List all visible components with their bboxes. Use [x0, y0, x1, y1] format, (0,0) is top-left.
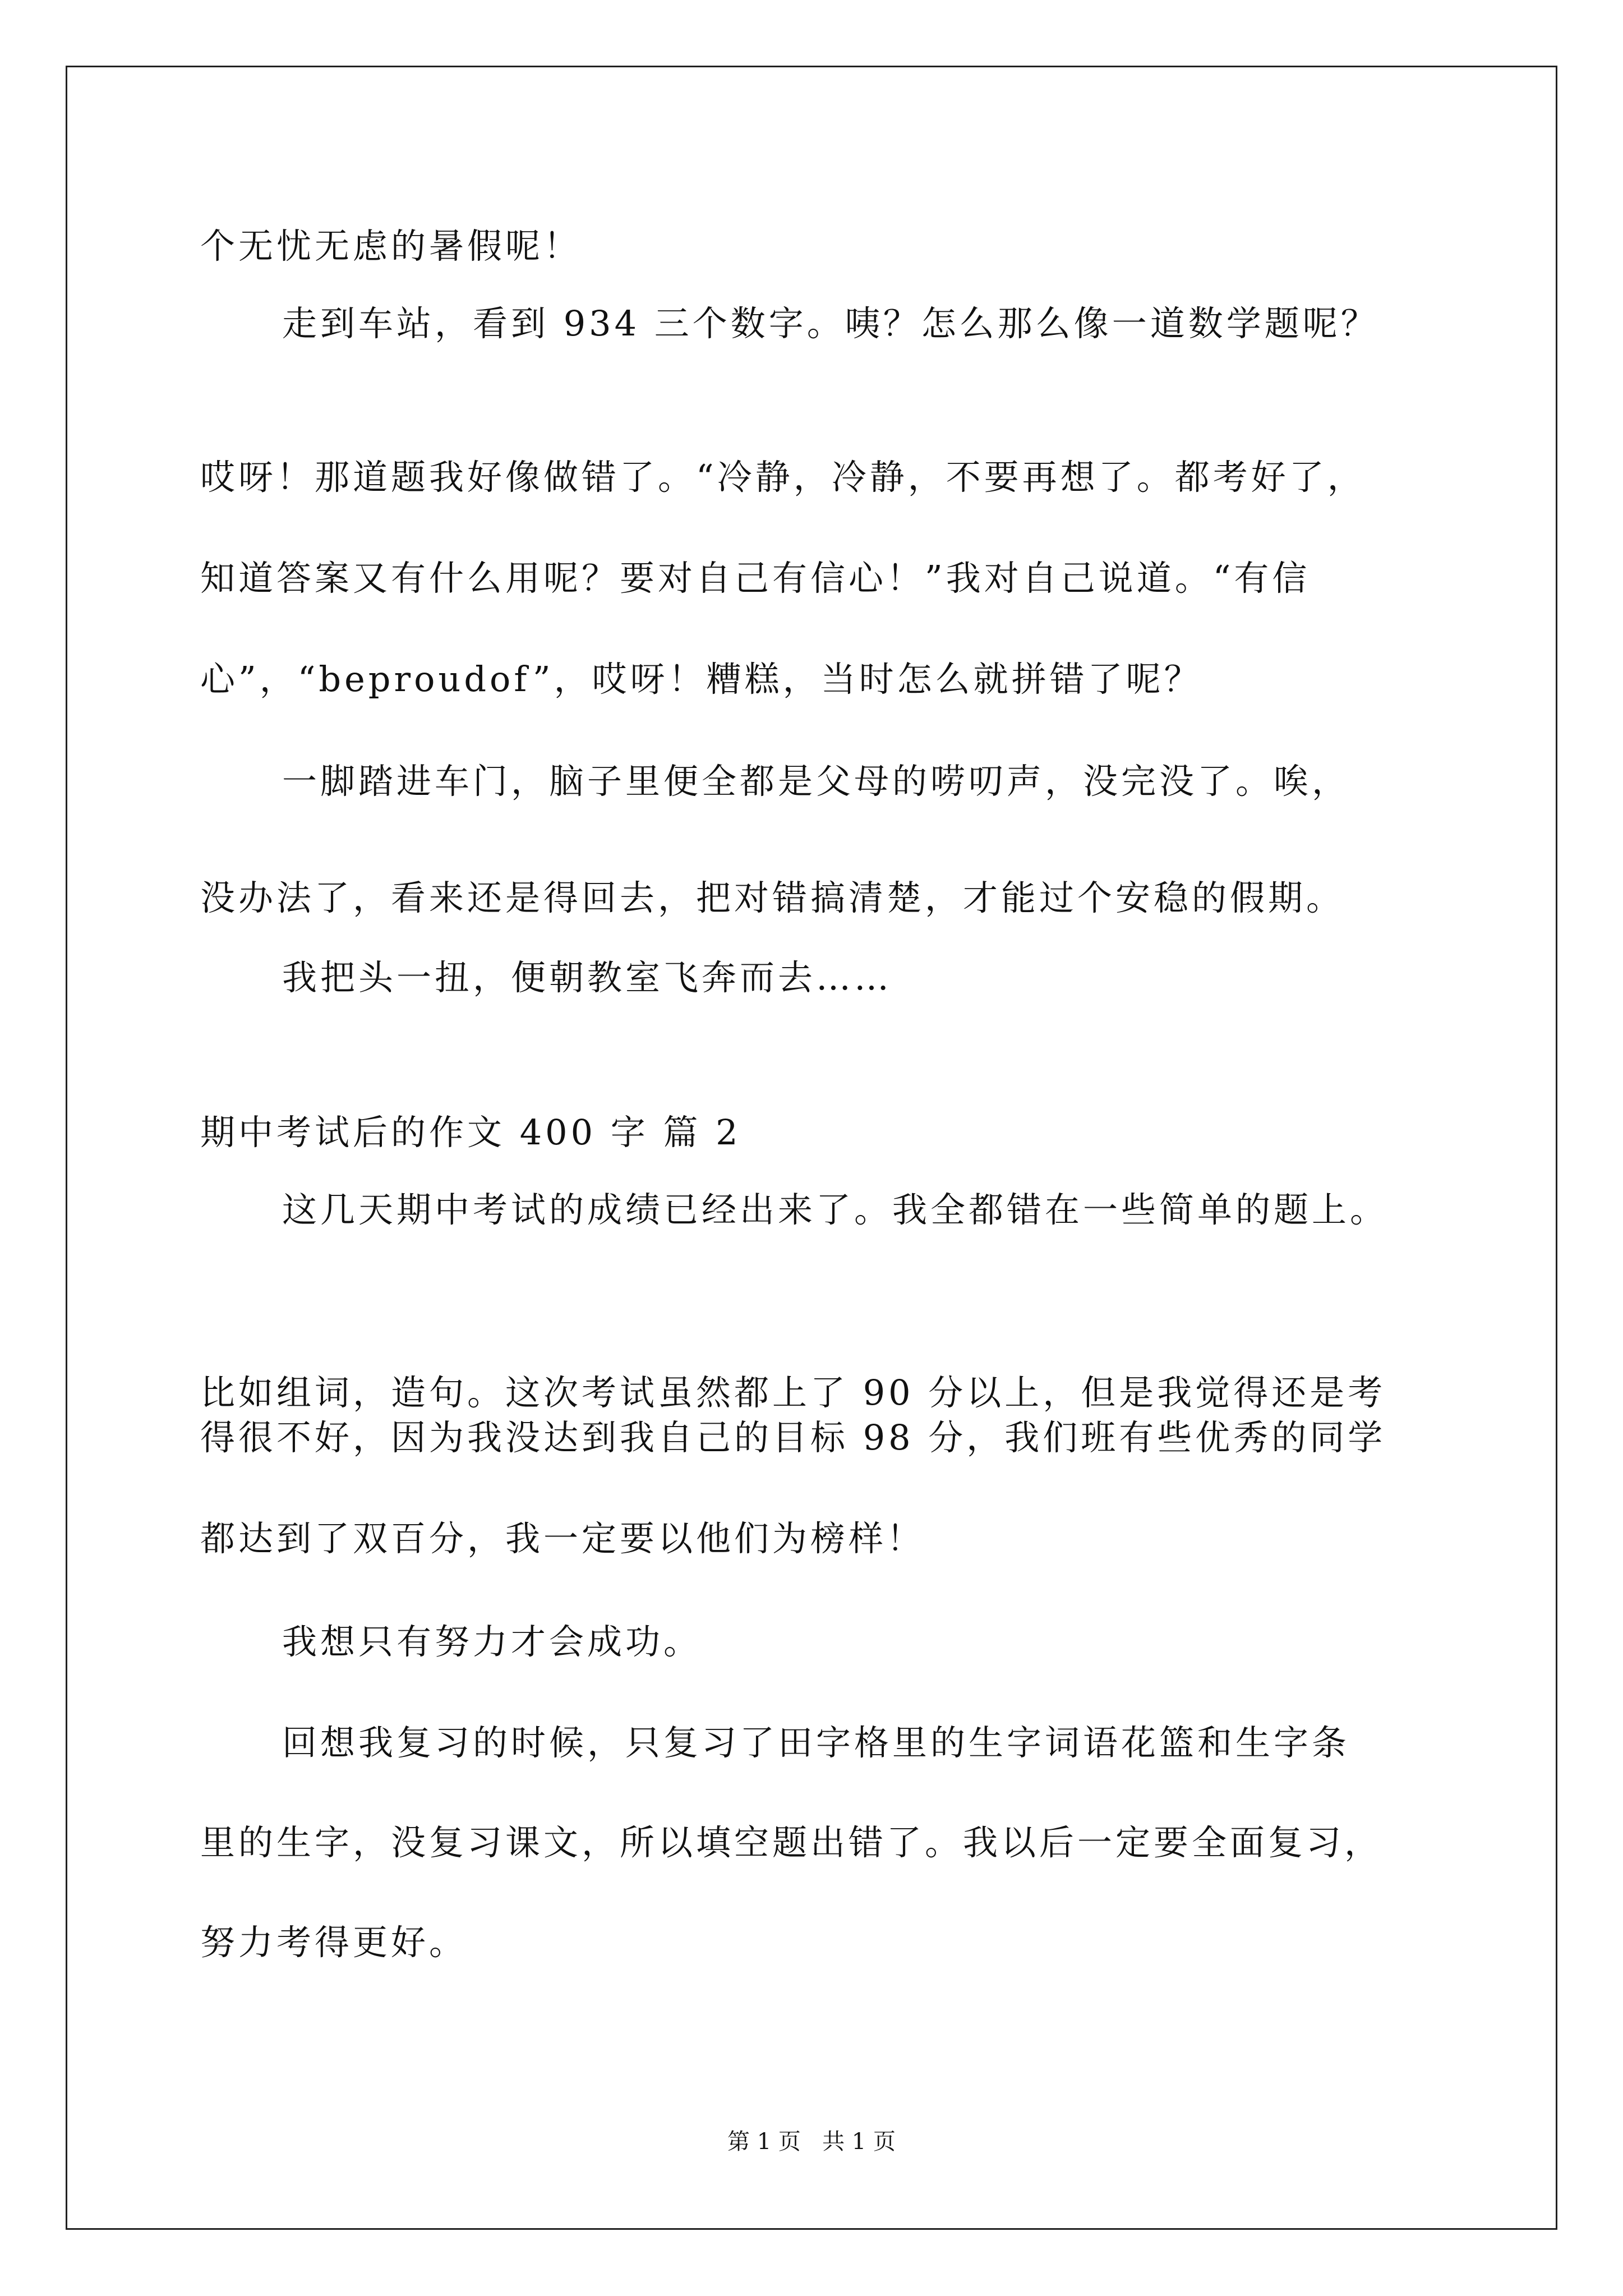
text-line: 心”，“beproudof”，哎呀！糟糕，当时怎么就拼错了呢？: [200, 659, 1202, 700]
text-line: 我想只有努力才会成功。: [282, 1621, 702, 1662]
text-line: 回想我复习的时候，只复习了田字格里的生字词语花篮和生字条: [282, 1722, 1350, 1763]
text-line: 我把头一扭，便朝教室飞奔而去……: [282, 957, 893, 998]
text-line: 知道答案又有什么用呢？要对自己有信心！”我对自己说道。“有信: [200, 558, 1311, 599]
text-line: 没办法了，看来还是得回去，把对错搞清楚，才能过个安稳的假期。: [200, 877, 1345, 918]
text-line: 都达到了双百分，我一定要以他们为榜样！: [200, 1518, 925, 1559]
text-line: 个无忧无虑的暑假呢！: [200, 226, 582, 266]
section-heading: 期中考试后的作文 400 字 篇 2: [200, 1112, 741, 1153]
text-line: 哎呀！那道题我好像做错了。“冷静，冷静，不要再想了。都考好了，: [200, 457, 1366, 498]
text-line: 比如组词，造句。这次考试虽然都上了 90 分以上，但是我觉得还是考: [200, 1372, 1386, 1413]
text-line: 得很不好，因为我没达到我自己的目标 98 分，我们班有些优秀的同学: [200, 1417, 1386, 1458]
text-line: 走到车站，看到 934 三个数字。咦？怎么那么像一道数学题呢？: [282, 303, 1379, 344]
text-line: 里的生字，没复习课文，所以填空题出错了。我以后一定要全面复习，: [200, 1822, 1383, 1863]
text-line: 努力考得更好。: [200, 1922, 468, 1963]
page-number-footer: 第 1 页 共 1 页: [727, 2129, 896, 2155]
text-line: 这几天期中考试的成绩已经出来了。我全都错在一些简单的题上。: [282, 1189, 1389, 1230]
text-line: 一脚踏进车门，脑子里便全都是父母的唠叨声，没完没了。唉，: [282, 761, 1350, 802]
